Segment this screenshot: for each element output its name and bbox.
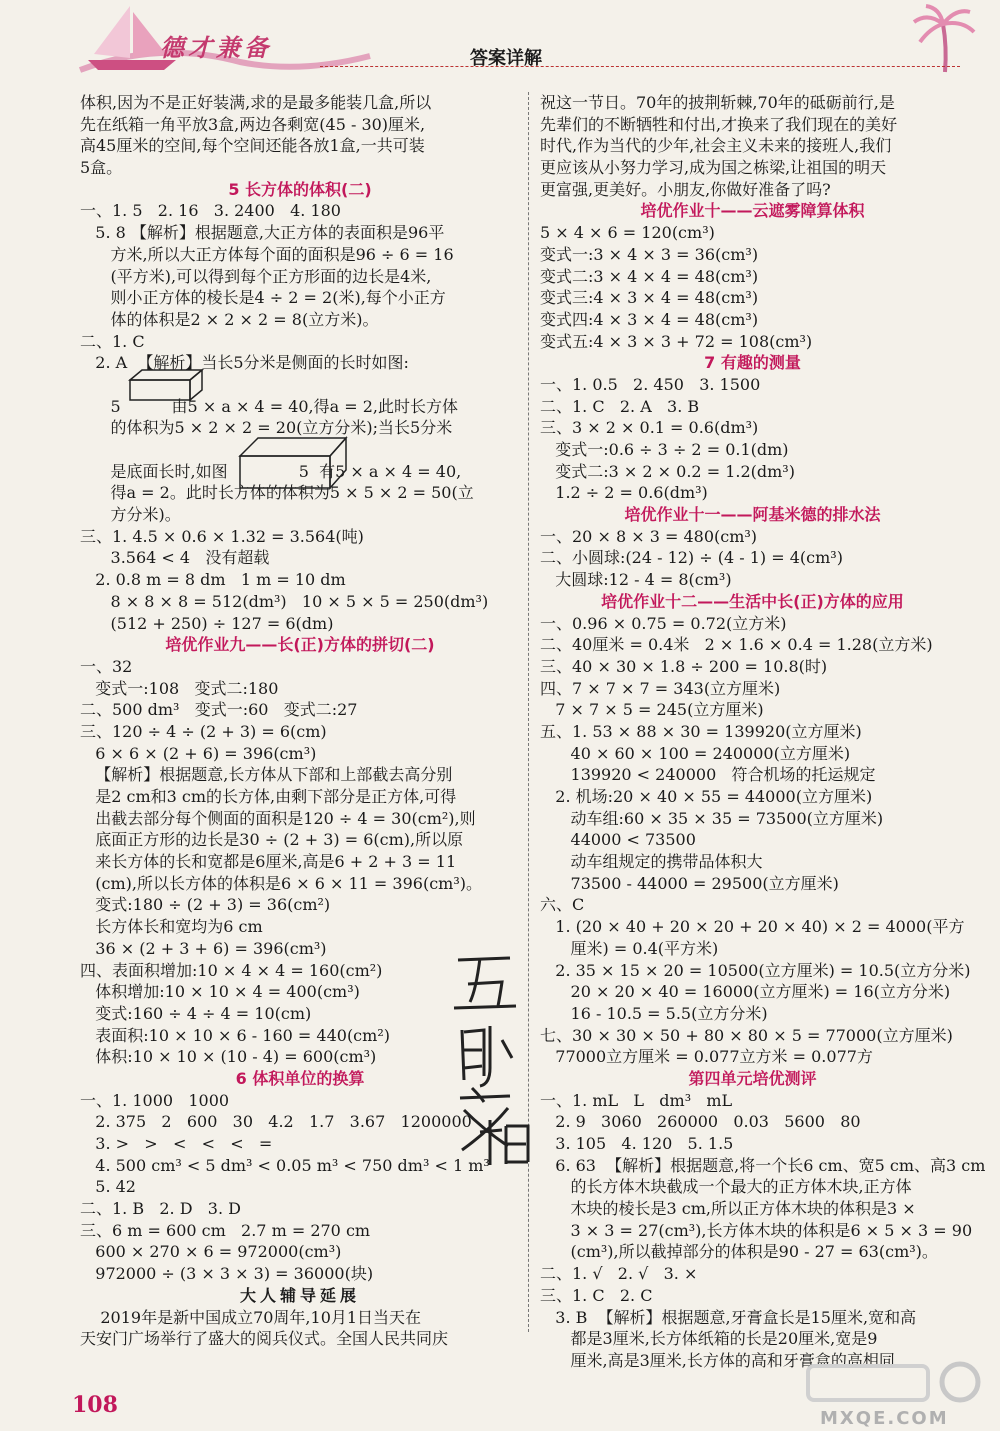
answer-line: 变式五:4 × 3 × 3 + 72 = 108(cm³)	[540, 331, 813, 351]
answer-line: 厘米) = 0.4(平方米)	[540, 938, 719, 958]
answer-line: 6 × 6 × (2 + 6) = 396(cm³)	[80, 743, 317, 763]
answer-line: 变式三:4 × 3 × 4 = 48(cm³)	[540, 288, 759, 308]
answer-line: 动车组规定的携带品体积大	[540, 852, 763, 872]
answer-line: 5. 8 【解析】根据题意,大正方体的表面积是96平	[80, 223, 445, 243]
answer-line: 厘米,高是3厘米,长方体的高和牙膏盒的高相同	[540, 1350, 895, 1370]
answer-line: 2. 机场:20 × 40 × 55 = 44000(立方厘米)	[540, 787, 873, 806]
answer-line: 二、1. C	[80, 331, 145, 351]
answer-line: 五、1. 53 × 88 × 30 = 139920(立方厘米)	[540, 721, 862, 741]
answer-line: 变式:180 ÷ (2 + 3) = 36(cm²)	[80, 895, 331, 915]
answer-line: 77000立方厘米 = 0.077立方米 = 0.077方	[540, 1047, 873, 1067]
answer-line: 是底面长时,如图 5 有5 × a × 4 = 40,	[80, 461, 462, 481]
answer-line: 20 × 20 × 40 = 16000(立方厘米) = 16(立方分米)	[540, 982, 951, 1002]
logo-text: 德才兼备	[160, 33, 272, 62]
answer-line: 6. 63 【解析】根据题意,将一个长6 cm、宽5 cm、高3 cm	[540, 1155, 986, 1175]
answer-line: 长方体长和宽均为6 cm	[80, 917, 263, 937]
answer-line: 3. > > < < < =	[80, 1134, 273, 1153]
answer-line: 变式二:3 × 2 × 0.2 = 1.2(dm³)	[540, 461, 795, 481]
answer-line: 得a = 2。此时长方体的体积为5 × 5 × 2 = 50(立	[80, 483, 474, 503]
answer-line: 2. 0.8 m = 8 dm 1 m = 10 dm	[80, 570, 346, 590]
cuboid-figure-2	[238, 436, 348, 496]
page-header-title: 答案详解	[470, 48, 542, 69]
answer-line: 三、1. C 2. C	[540, 1285, 653, 1305]
answer-line: 木块的棱长是3 cm,所以正方体木块的体积是3 ×	[540, 1199, 916, 1219]
answer-line: 3.564 < 4 没有超载	[80, 548, 270, 568]
answer-line: 2. 375 2 600 30 4.2 1.7 3.67 1200000	[80, 1112, 472, 1132]
answer-line: 动车组:60 × 35 × 35 = 73500(立方厘米)	[540, 808, 884, 828]
answer-line: 更富强,更美好。小朋友,你做好准备了吗?	[540, 179, 831, 199]
extension-heading: 大人辅导延展	[239, 1285, 360, 1305]
answer-line: 的长方体木块截成一个最大的正方体木块,正方体	[540, 1177, 912, 1197]
watermark-url: MXQE.COM	[820, 1408, 949, 1429]
answer-line: 一、0.96 × 0.75 = 0.72(立方米)	[540, 613, 787, 633]
answer-line: 变式二:3 × 4 × 4 = 48(cm³)	[540, 266, 759, 286]
cuboid-figure-1	[128, 368, 208, 408]
answer-line: 5盒。	[80, 158, 123, 178]
answer-line: 4. 500 cm³ < 5 dm³ < 0.05 m³ < 750 dm³ < 1 m³	[80, 1155, 490, 1175]
answer-line: 一、1. 0.5 2. 450 3. 1500	[540, 374, 761, 394]
answer-line: 2. 9 3060 260000 0.03 5600 80	[540, 1112, 861, 1132]
section-heading: 5 长方体的体积(二)	[228, 179, 372, 199]
answer-line: 时代,作为当代的少年,社会主义未来的接班人,我们	[540, 136, 892, 156]
header-divider	[320, 66, 960, 67]
answer-line: (cm³),所以截掉部分的体积是90 - 27 = 63(cm³)。	[540, 1242, 938, 1262]
answer-line: 体积:10 × 10 × (10 - 4) = 600(cm³)	[80, 1047, 377, 1067]
answer-line: 变式一:0.6 ÷ 3 ÷ 2 = 0.1(dm)	[540, 440, 789, 459]
answer-line: 是2 cm和3 cm的长方体,由剩下部分是正方体,可得	[80, 787, 457, 806]
answer-line: 一、20 × 8 × 3 = 480(cm³)	[540, 526, 758, 546]
answer-line: 5. 42	[80, 1177, 136, 1197]
answer-line: 3. B 【解析】根据题意,牙膏盒长是15厘米,宽和高	[540, 1307, 917, 1327]
answer-line: 三、3 × 2 × 0.1 = 0.6(dm³)	[540, 418, 759, 438]
answer-line: 一、1. 5 2. 16 3. 2400 4. 180	[80, 201, 341, 221]
answer-line: 44000 < 73500	[540, 830, 696, 850]
answer-line: 600 × 270 × 6 = 972000(cm³)	[80, 1242, 342, 1262]
answer-line: 体积增加:10 × 10 × 4 = 400(cm³)	[80, 982, 360, 1002]
answer-line: 一、1. 1000 1000	[80, 1090, 230, 1110]
answer-line: 二、1. B 2. D 3. D	[80, 1199, 241, 1219]
answer-line: 二、小圆球:(24 - 12) ÷ (4 - 1) = 4(cm³)	[540, 548, 843, 568]
answer-line: 3 × 3 = 27(cm³),长方体木块的体积是6 × 5 × 3 = 90	[540, 1220, 973, 1240]
answer-line: 16 - 10.5 = 5.5(立方分米)	[540, 1003, 768, 1023]
answer-line: 方分米)。	[80, 505, 181, 525]
answer-line: 则小正方体的棱长是4 ÷ 2 = 2(米),每个小正方	[80, 288, 446, 308]
answer-line: 三、1. 4.5 × 0.6 × 1.32 = 3.564(吨)	[80, 526, 364, 546]
answer-line: 三、6 m = 600 cm 2.7 m = 270 cm	[80, 1220, 371, 1240]
answer-line: 变式四:4 × 3 × 4 = 48(cm³)	[540, 309, 759, 329]
section-heading: 培优作业十二——生活中长(正)方体的应用	[601, 591, 904, 611]
answer-line: 36 × (2 + 3 + 6) = 396(cm³)	[80, 938, 327, 958]
answer-line: 来长方体的长和宽都是6厘米,高是6 + 2 + 3 = 11	[80, 852, 457, 872]
answer-line: 七、30 × 30 × 50 + 80 × 80 × 5 = 77000(立方厘米)	[540, 1025, 953, 1045]
answer-line: (512 + 250) ÷ 127 = 6(dm)	[80, 613, 334, 633]
answer-line: 方米,所以大正方体每个面的面积是96 ÷ 6 = 16	[80, 244, 454, 264]
answer-line: 天安门广场举行了盛大的阅兵仪式。全国人民共同庆	[80, 1329, 449, 1349]
answer-line: 三、120 ÷ 4 ÷ (2 + 3) = 6(cm)	[80, 721, 327, 741]
answer-line: 体积,因为不是正好装满,求的是最多能装几盒,所以	[80, 93, 432, 112]
answer-line: 三、40 × 30 × 1.8 ÷ 200 = 10.8(时)	[540, 656, 828, 676]
answer-line: 二、40厘米 = 0.4米 2 × 1.6 × 0.4 = 1.28(立方米)	[540, 635, 933, 655]
answer-line: 先辈们的不断牺牲和付出,才换来了我们现在的美好	[540, 114, 898, 134]
answer-line: 一、1. mL L dm³ mL	[540, 1090, 733, 1110]
answer-line: 表面积:10 × 10 × 6 - 160 = 440(cm²)	[80, 1025, 390, 1045]
watermark-logo-icon	[800, 1360, 990, 1410]
answer-line: 二、1. C 2. A 3. B	[540, 396, 700, 416]
answer-line: 2. 35 × 15 × 20 = 10500(立方厘米) = 10.5(立方分米)	[540, 960, 971, 980]
answer-line: (平方米),可以得到每个正方形面的边长是4米,	[80, 266, 432, 286]
section-heading: 第四单元培优测评	[688, 1068, 817, 1088]
answer-line: 先在纸箱一角平放3盒,两边各剩宽(45 - 30)厘米,	[80, 114, 426, 134]
answer-line: 5 由5 × a × 4 = 40,得a = 2,此时长方体	[80, 396, 459, 416]
answer-line: 变式一:3 × 4 × 3 = 36(cm³)	[540, 244, 759, 264]
answer-line: 139920 < 240000 符合机场的托运规定	[540, 765, 876, 785]
section-heading: 6 体积单位的换算	[235, 1068, 365, 1088]
answer-line: 二、1. √ 2. √ 3. ×	[540, 1264, 698, 1284]
answer-line: 7 × 7 × 5 = 245(立方厘米)	[540, 700, 764, 720]
answer-line: 体的体积是2 × 2 × 2 = 8(立方米)。	[80, 309, 379, 329]
answer-line: 3. 105 4. 120 5. 1.5	[540, 1134, 734, 1153]
page-header	[0, 0, 1000, 80]
handwritten-signature-image	[450, 950, 530, 1170]
answer-line: 5 × 4 × 6 = 120(cm³)	[540, 223, 715, 243]
section-heading: 7 有趣的测量	[704, 353, 801, 373]
answer-line: 大圆球:12 - 4 = 8(cm³)	[540, 570, 732, 590]
answer-line: 出截去部分每个侧面的面积是120 ÷ 4 = 30(cm²),则	[80, 808, 476, 828]
answer-line: 40 × 60 × 100 = 240000(立方厘米)	[540, 743, 851, 763]
answer-line: 73500 - 44000 = 29500(立方厘米)	[540, 873, 839, 893]
answer-line: (cm),所以长方体的体积是6 × 6 × 11 = 396(cm³)。	[80, 873, 482, 893]
answer-line: 更应该从小努力学习,成为国之栋梁,让祖国的明天	[540, 158, 887, 178]
answer-line: 一、32	[80, 656, 133, 676]
answer-line: 底面正方形的边长是30 ÷ (2 + 3) = 6(cm),所以原	[80, 830, 464, 850]
answer-line: 2019年是新中国成立70周年,10月1日当天在	[80, 1307, 422, 1327]
answer-line: 972000 ÷ (3 × 3 × 3) = 36000(块)	[80, 1264, 374, 1284]
answer-column-right	[540, 92, 986, 1372]
answer-line: 变式一:108 变式二:180	[80, 678, 279, 698]
answer-line: 祝这一节日。70年的披荆斩棘,70年的砥砺前行,是	[540, 93, 895, 112]
answer-line: 四、表面积增加:10 × 4 × 4 = 160(cm²)	[80, 960, 383, 980]
answer-line: 1. (20 × 40 + 20 × 20 + 20 × 40) × 2 = 4000(平方	[540, 917, 965, 937]
answer-line: 变式:160 ÷ 4 ÷ 4 = 10(cm)	[80, 1003, 312, 1023]
page-number: 108	[72, 1392, 118, 1418]
section-heading: 培优作业九——长(正)方体的拼切(二)	[165, 635, 435, 655]
answer-line: 二、500 dm³ 变式一:60 变式二:27	[80, 700, 358, 720]
answer-line: 四、7 × 7 × 7 = 343(立方厘米)	[540, 678, 781, 698]
answer-line: 的体积为5 × 2 × 2 = 20(立方分米);当长5分米	[80, 418, 453, 438]
answer-line: 8 × 8 × 8 = 512(dm³) 10 × 5 × 5 = 250(dm³)	[80, 591, 489, 611]
answer-line: 2. A 【解析】当长5分米是侧面的长时如图:	[80, 353, 409, 373]
answer-line: 六、C	[540, 895, 585, 915]
answer-line: 【解析】根据题意,长方体从下部和上部截去高分别	[80, 765, 453, 785]
answer-line: 1.2 ÷ 2 = 0.6(dm³)	[540, 483, 708, 503]
answer-line: 高45厘米的空间,每个空间还能各放1盒,一共可装	[80, 136, 425, 156]
section-heading: 培优作业十——云遮雾障算体积	[640, 201, 865, 221]
answer-line: 都是3厘米,长方体纸箱的长是20厘米,宽是9	[540, 1329, 878, 1349]
section-heading: 培优作业十一——阿基米德的排水法	[624, 505, 881, 525]
